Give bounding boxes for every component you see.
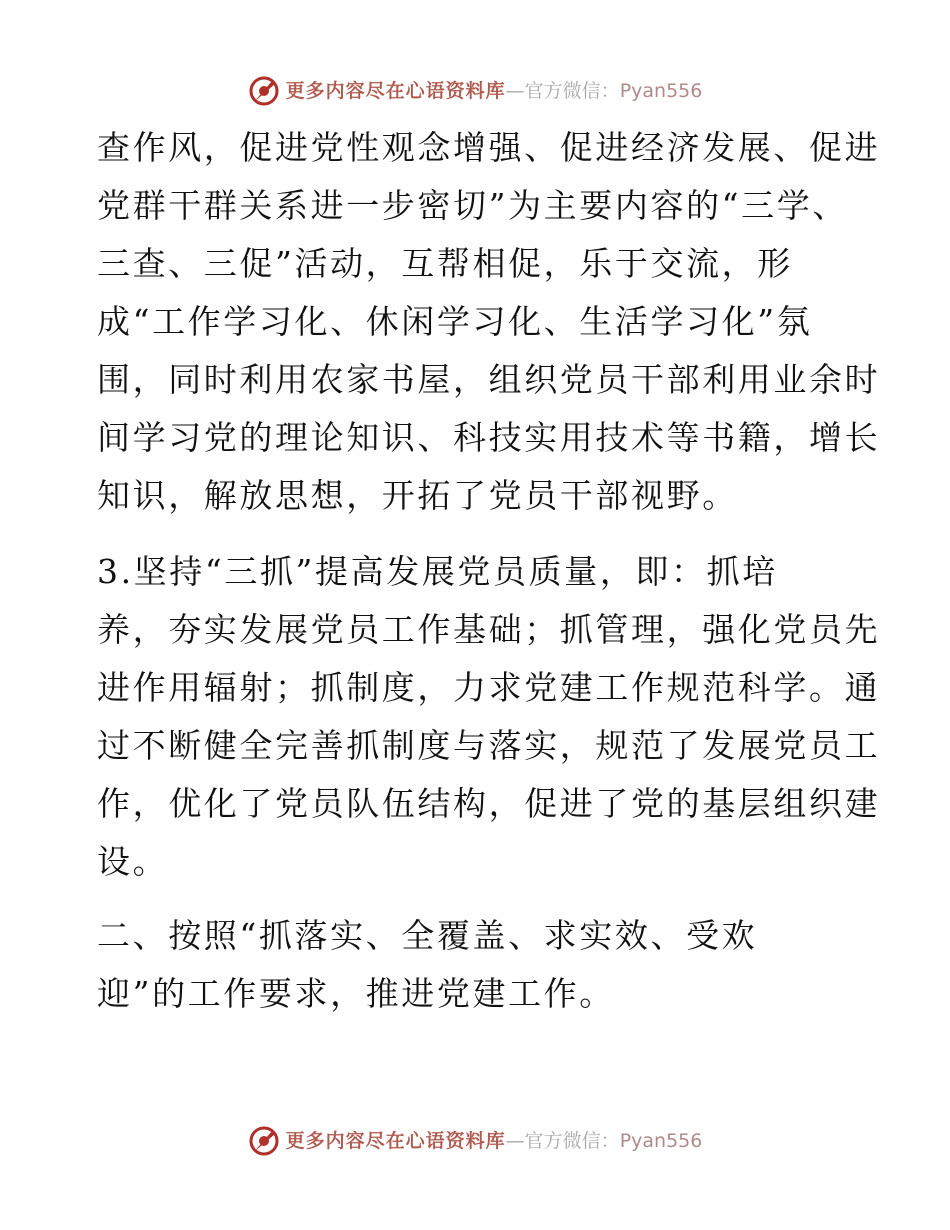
quill-circle-icon — [248, 1125, 280, 1157]
body-line-10: 进作用辐射；抓制度，力求党建工作规范科学。通 — [97, 668, 881, 707]
watermark-sub-text: 官方微信： — [524, 1129, 620, 1152]
watermark-footer — [0, 1123, 950, 1159]
watermark-header — [0, 73, 950, 109]
body-line-3: 三查、三促”活动，互帮相促，乐于交流，形 — [97, 244, 793, 283]
body-line-12: 作，优化了党员队伍结构，促进了党的基层组织建 — [97, 784, 881, 823]
body-line-8: 3.坚持“三抓”提高发展党员质量，即：抓培 — [97, 552, 778, 591]
body-line-2: 党群干群关系进一步密切”为主要内容的“三学、 — [97, 186, 848, 225]
body-line-1: 查作风，促进党性观念增强、促进经济发展、促进 — [97, 128, 881, 167]
watermark-sub-text: 官方微信： — [524, 79, 620, 102]
body-line-9: 养，夯实发展党员工作基础；抓管理，强化党员先 — [97, 610, 881, 649]
body-line-11: 过不断健全完善抓制度与落实，规范了发展党员工 — [97, 726, 881, 765]
watermark-wechat-id: Pyan556 — [619, 1129, 703, 1152]
body-line-14: 二、按照“抓落实、全覆盖、求实效、受欢 — [97, 916, 758, 955]
body-line-15: 迎”的工作要求，推进党建工作。 — [97, 974, 615, 1013]
watermark-dash: — — [505, 1129, 525, 1152]
watermark-wechat-id: Pyan556 — [619, 79, 703, 102]
watermark-main-text: 更多内容尽在心语资料库 — [285, 1129, 506, 1152]
quill-circle-icon — [248, 75, 280, 107]
body-line-4: 成“工作学习化、休闲学习化、生活学习化”氛 — [97, 302, 813, 341]
body-line-5: 围，同时利用农家书屋，组织党员干部利用业余时 — [97, 360, 881, 399]
watermark-main-text: 更多内容尽在心语资料库 — [285, 79, 506, 102]
body-line-7: 知识，解放思想，开拓了党员干部视野。 — [97, 476, 738, 515]
body-line-13: 设。 — [97, 842, 169, 881]
body-line-6: 间学习党的理论知识、科技实用技术等书籍，增长 — [97, 418, 881, 457]
watermark-dash: — — [505, 79, 525, 102]
